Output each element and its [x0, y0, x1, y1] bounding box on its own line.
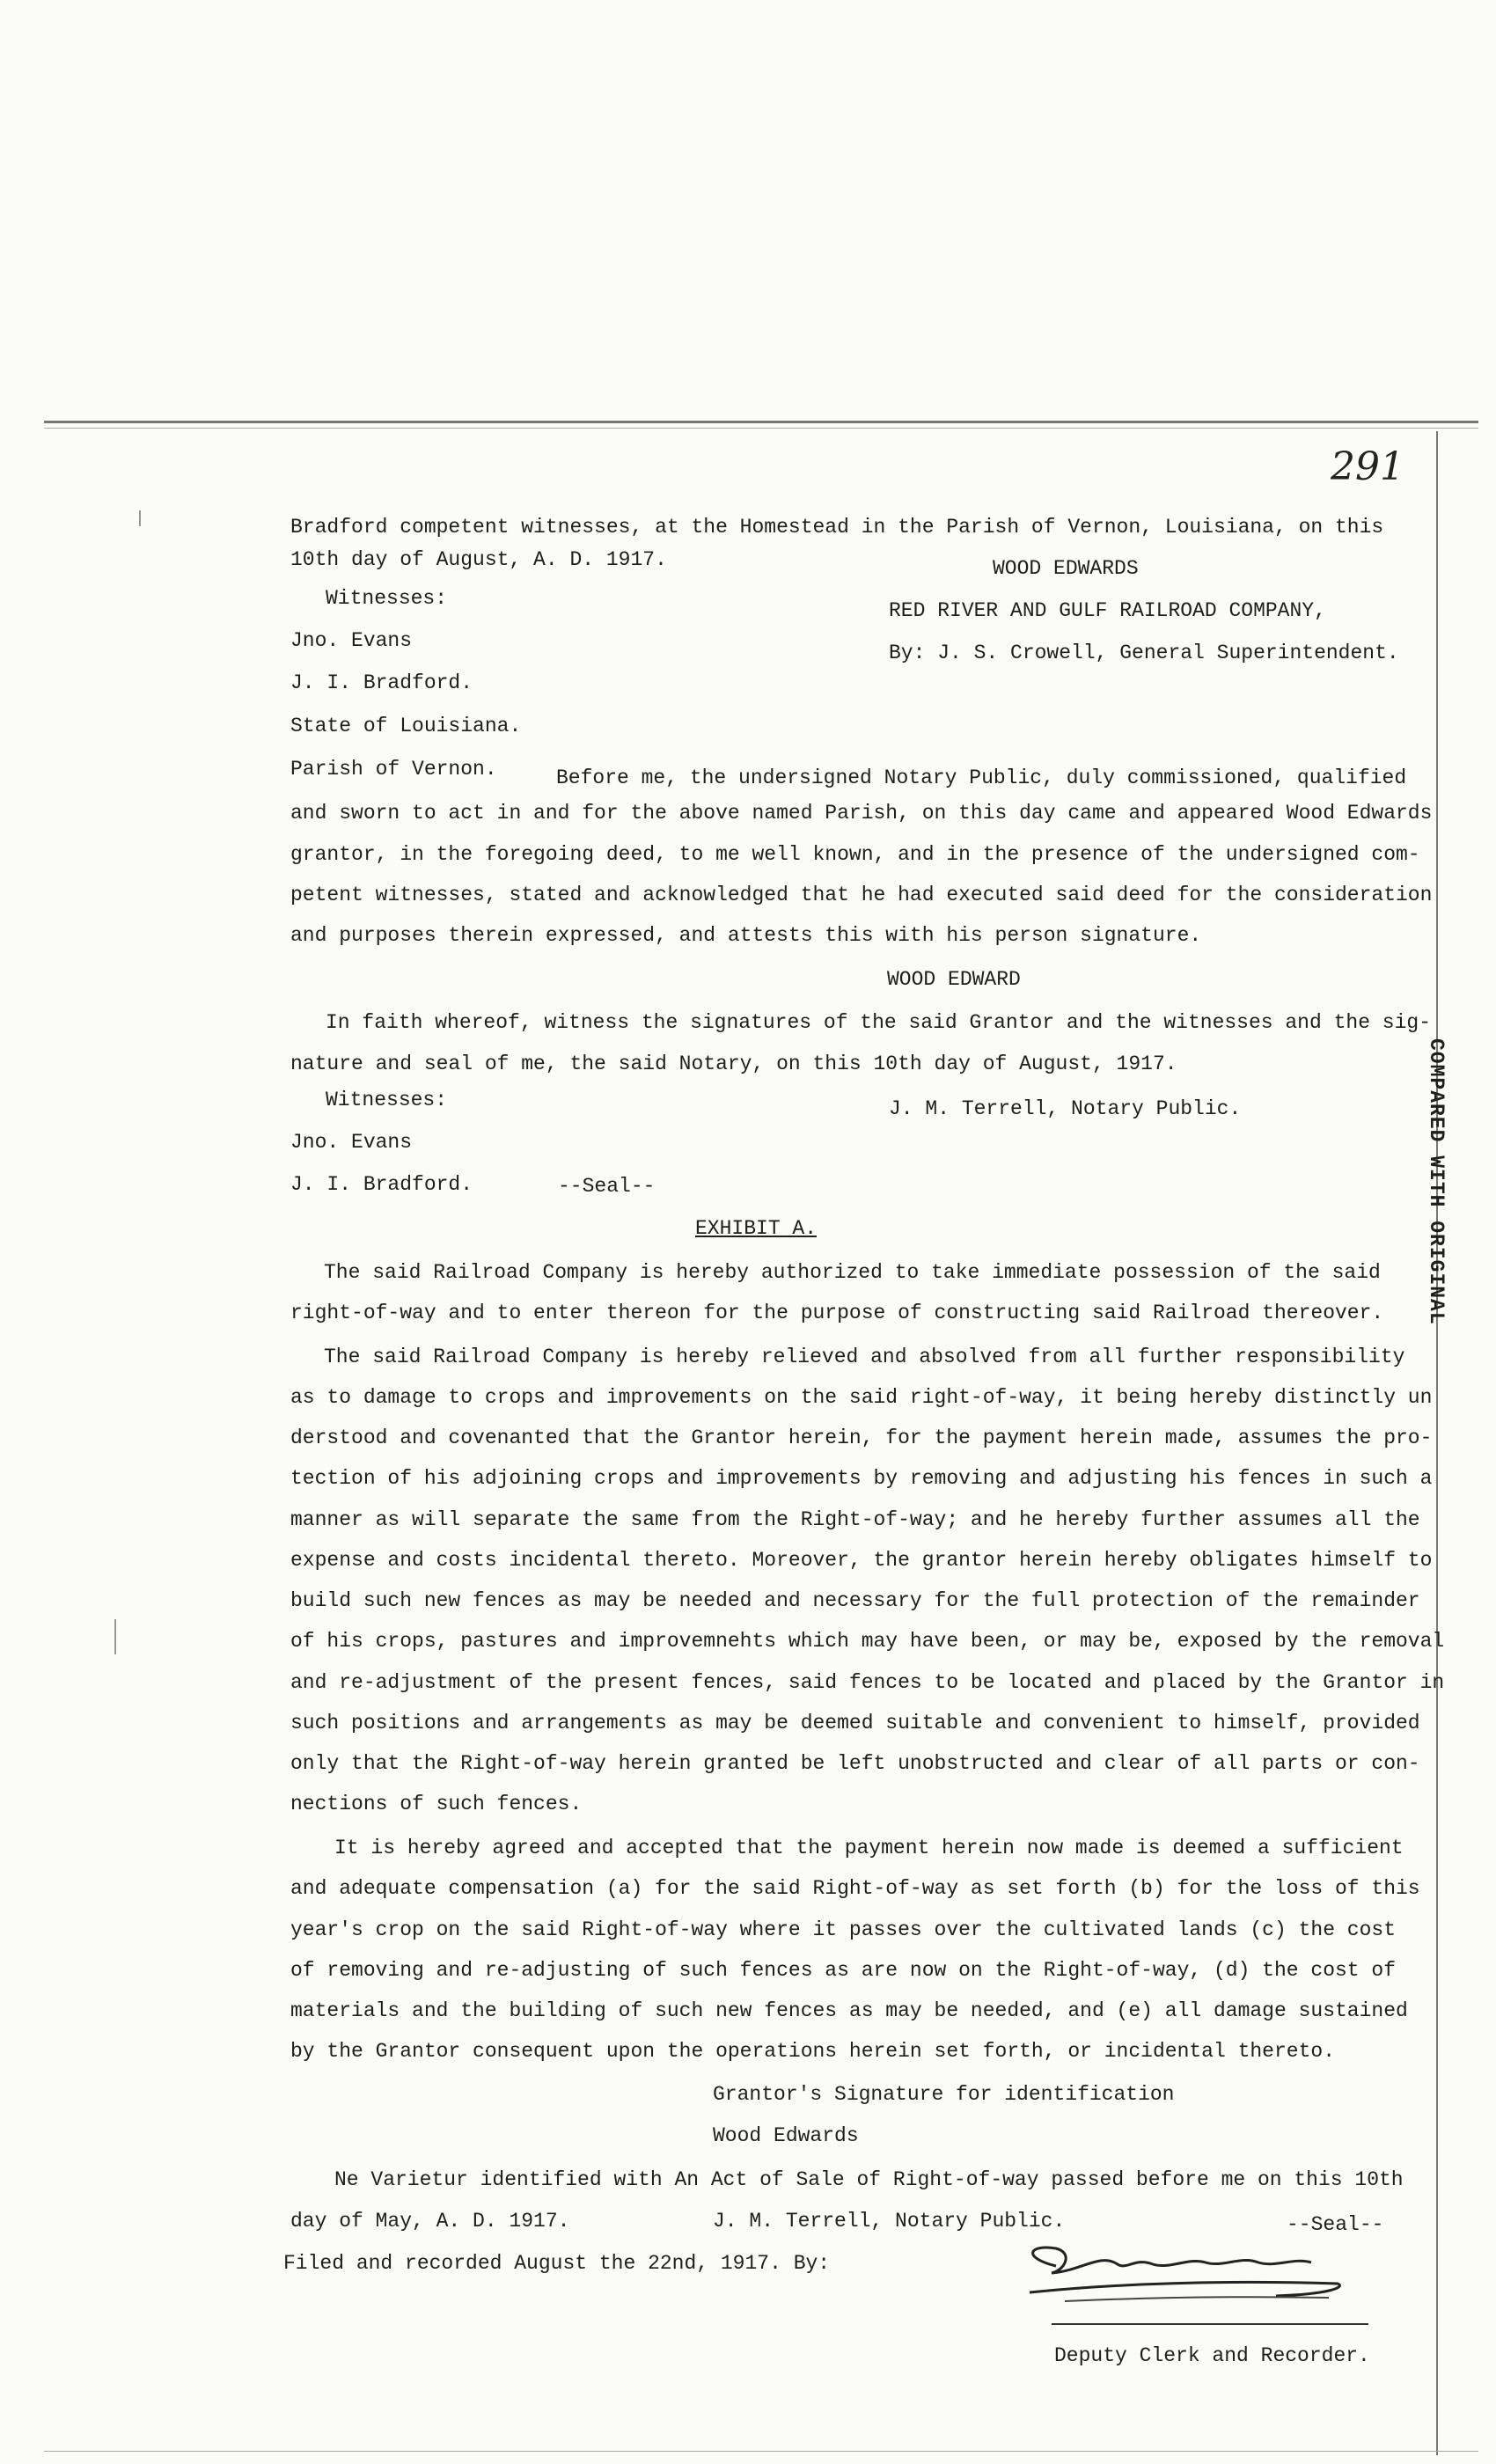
- grantor-name: WOOD EDWARDS: [993, 557, 1139, 580]
- witness-name: Jno. Evans: [290, 1131, 413, 1154]
- scan-mark: [114, 1619, 116, 1654]
- exhibit-text: only that the Right-of-way herein granted be left unobstructed and clear of all parts or con-: [290, 1752, 1420, 1775]
- exhibit-text: such positions and arrangements as may be deemed suitable and convenient to himself, provided: [290, 1712, 1420, 1734]
- exhibit-text: year's crop on the said Right-of-way where it passes over the cultivated lands (c) the cost: [290, 1918, 1397, 1941]
- exhibit-text: and re-adjustment of the present fences, said fences to be located and placed by the Grantor in: [290, 1671, 1445, 1694]
- witness-name: Jno. Evans: [290, 629, 413, 652]
- witnesses-label: Witnesses:: [326, 1089, 448, 1111]
- compared-stamp: COMPARED WITH ORIGINAL: [1425, 1038, 1448, 1325]
- exhibit-text: right-of-way and to enter thereon for the purpose of constructing said Railroad thereover.: [290, 1302, 1384, 1324]
- seal-mark: --Seal--: [558, 1175, 656, 1198]
- exhibit-text: It is hereby agreed and accepted that the payment herein now made is deemed a sufficient: [334, 1837, 1404, 1859]
- footer-date: day of May, A. D. 1917.: [290, 2210, 570, 2233]
- witness-name: J. I. Bradford.: [290, 1173, 473, 1196]
- company-name: RED RIVER AND GULF RAILROAD COMPANY,: [889, 599, 1326, 622]
- grantor-signature: Wood Edwards: [713, 2124, 859, 2147]
- signature-rule: [1052, 2323, 1368, 2325]
- header-date: 10th day of August, A. D. 1917.: [290, 548, 667, 571]
- bottom-rule: [44, 2451, 1478, 2452]
- ack-text: petent witnesses, stated and acknowledged that he had executed said deed for the consideration: [290, 884, 1433, 906]
- notary-name: J. M. Terrell, Notary Public.: [713, 2210, 1066, 2233]
- exhibit-text: nections of such fences.: [290, 1793, 583, 1815]
- exhibit-text: and adequate compensation (a) for the said Right-of-way as set forth (b) for the loss of this: [290, 1877, 1420, 1900]
- exhibit-text: The said Railroad Company is hereby authorized to take immediate possession of the said: [324, 1261, 1381, 1284]
- ack-text: In faith whereof, witness the signatures of the said Grantor and the witnesses and the sig-: [326, 1011, 1432, 1034]
- exhibit-text: The said Railroad Company is hereby relieved and absolved from all further responsibility: [324, 1346, 1405, 1368]
- ack-text: and purposes therein expressed, and attests this with his person signature.: [290, 924, 1202, 947]
- exhibit-title: EXHIBIT A.: [695, 1217, 818, 1240]
- exhibit-text: of his crops, pastures and improvemnehts which may have been, or may be, exposed by the removal: [290, 1630, 1445, 1653]
- company-officer: By: J. S. Crowell, General Superintendent.: [889, 642, 1399, 664]
- ack-text: grantor, in the foregoing deed, to me well known, and in the presence of the undersigned com-: [290, 843, 1420, 866]
- top-rule-thin: [44, 428, 1478, 429]
- state-line: State of Louisiana.: [290, 715, 522, 737]
- exhibit-text: expense and costs incidental thereto. Moreover, the grantor herein hereby obligates himself to: [290, 1549, 1433, 1572]
- filed-line: Filed and recorded August the 22nd, 1917. By:: [283, 2252, 831, 2275]
- grantor-signature-label: Grantor's Signature for identification: [713, 2083, 1175, 2106]
- exhibit-text: derstood and covenanted that the Grantor herein, for the payment herein made, assumes the pro-: [290, 1426, 1433, 1449]
- exhibit-text: manner as will separate the same from the Right-of-way; and he hereby further assumes all the: [290, 1508, 1420, 1531]
- ne-varietur-line: Ne Varietur identified with An Act of Sale of Right-of-way passed before me on this 10th: [334, 2168, 1404, 2191]
- scan-mark: [139, 510, 141, 526]
- right-margin-line: [1436, 431, 1438, 2455]
- page-number: 291: [1331, 444, 1404, 489]
- top-rule: [44, 421, 1478, 423]
- witnesses-label: Witnesses:: [326, 587, 448, 610]
- seal-mark: --Seal--: [1287, 2213, 1384, 2236]
- exhibit-text: as to damage to crops and improvements on the said right-of-way, it being hereby distinctly un: [290, 1386, 1433, 1409]
- exhibit-text: build such new fences as may be needed and necessary for the full protection of the remainder: [290, 1589, 1420, 1612]
- exhibit-text: by the Grantor consequent upon the operations herein set forth, or incidental thereto.: [290, 2040, 1335, 2063]
- parish-line: Parish of Vernon.: [290, 758, 497, 781]
- header-line: Bradford competent witnesses, at the Homestead in the Parish of Vernon, Louisiana, on this: [290, 516, 1384, 539]
- exhibit-text: of removing and re-adjusting of such fences as are now on the Right-of-way, (d) the cost of: [290, 1959, 1397, 1982]
- grantor-signature: WOOD EDWARD: [887, 968, 1021, 991]
- notary-name: J. M. Terrell, Notary Public.: [889, 1097, 1242, 1120]
- ack-text: Before me, the undersigned Notary Public, duly commissioned, qualified: [556, 766, 1407, 789]
- ack-text: nature and seal of me, the said Notary, on this 10th day of August, 1917.: [290, 1052, 1177, 1075]
- ack-text: and sworn to act in and for the above named Parish, on this day came and appeared Wood Edwards: [290, 802, 1433, 825]
- exhibit-text: tection of his adjoining crops and improvements by removing and adjusting his fences in such a: [290, 1467, 1433, 1490]
- clerk-signature: [1012, 2231, 1364, 2310]
- exhibit-text: materials and the building of such new fences as may be needed, and (e) all damage sustained: [290, 1999, 1408, 2022]
- witness-name: J. I. Bradford.: [290, 671, 473, 694]
- clerk-title: Deputy Clerk and Recorder.: [1054, 2344, 1370, 2367]
